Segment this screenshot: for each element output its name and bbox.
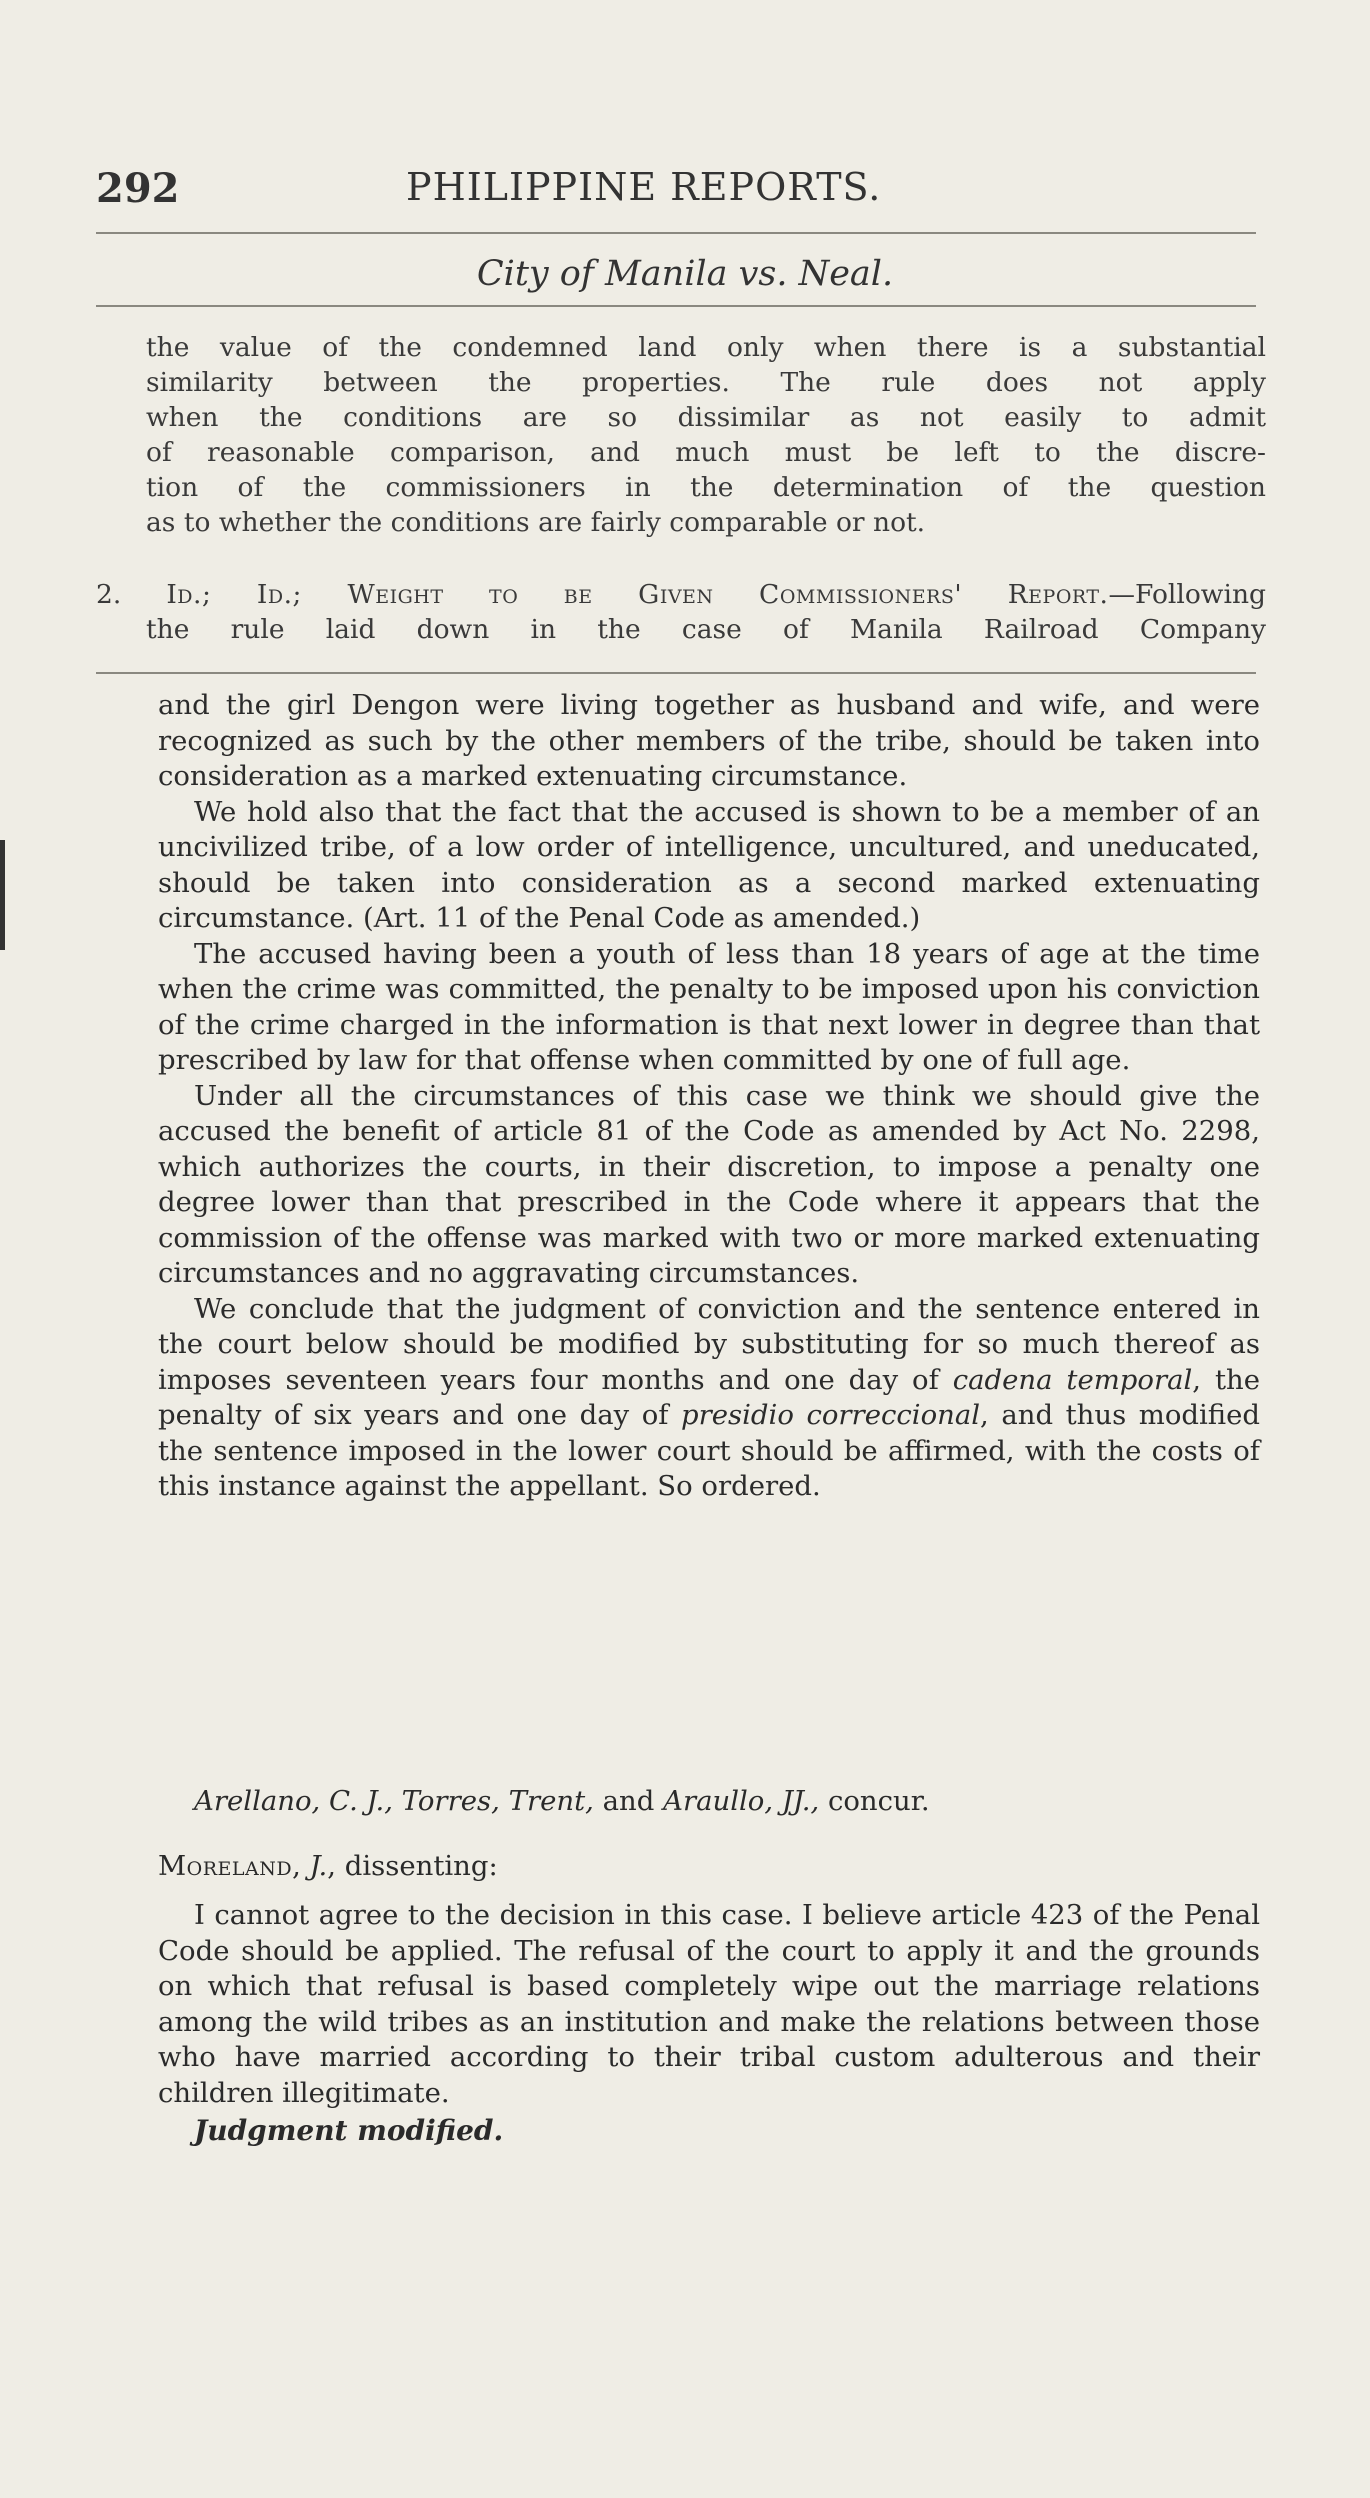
paragraph: We hold also that the fact that the accused is shown to be a member of an uncivilized tribe, of a low order of intelligence, uncultured, and uneducated, should be taken into consideration as a second marked extenuating circumstance. (Art. 11 of the Penal Code as amended.)	[158, 795, 1260, 934]
syllabus-line: similarity between the properties. The rule does not apply	[146, 367, 1266, 398]
scan-margin-mark	[0, 840, 5, 950]
syllabus-line: tion of the commissioners in the determination of the question	[146, 472, 1266, 503]
syllabus-line: when the conditions are so dissimilar as not easily to admit	[146, 402, 1266, 433]
syllabus-item-text: —Following	[1108, 579, 1266, 610]
syllabus-item-2-line1	[96, 577, 1266, 612]
syllabus-item-heading: Id.; Id.; Weight to be Given Commissioners' Report.	[166, 579, 1109, 610]
syllabus-item-2	[96, 577, 1266, 647]
syllabus-line: of reasonable comparison, and much must be left to the discre-	[146, 437, 1266, 468]
case-title-rule	[96, 305, 1256, 307]
paragraph-conclusion	[158, 1292, 1260, 1505]
case-title: City of Manila vs. Neal.	[476, 254, 894, 294]
header-rule	[96, 232, 1256, 234]
page-number: 292	[96, 165, 180, 212]
syllabus-line: the value of the condemned land only when there is a substantial	[146, 332, 1266, 363]
syllabus-item-number: 2.	[96, 579, 167, 610]
paragraph: The accused having been a youth of less than 18 years of age at the time when the crime was committed, the penalty to be imposed upon his conviction of the crime charged in the information is that next lower in degree than that prescribed by law for that offense when committed by one of full age.	[158, 937, 1260, 1076]
judgment-line: Judgment modified.	[194, 2114, 504, 2147]
paragraph: I cannot agree to the decision in this case. I believe article 423 of the Penal Code should be applied. The refusal of the court to apply it and the grounds on which that refusal is based completely wipe out the marriage relations among the wild tribes as an institution and make the relations between those who have married according to their tribal custom adulterous and their children illegitimate.	[158, 1899, 1260, 2109]
page-header	[96, 150, 1256, 220]
text-run: , the penalty of six years and one day of	[158, 1363, 1260, 1431]
italic-term: cadena temporal	[952, 1363, 1193, 1396]
syllabus-line: as to whether the conditions are fairly comparable or not.	[146, 507, 926, 538]
text-run: We conclude that the judgment of conviction and the sentence entered in the court below should be modified by substituting for so much thereof as imposes seventeen years four months and one day of	[158, 1292, 1260, 1396]
paragraph: and the girl Dengon were living together as husband and wife, and were recognized as such by the other members of the tribe, should be taken into consideration as a marked extenuating circumstance.	[158, 689, 1260, 792]
opinion-body	[158, 688, 1260, 1505]
text-run: concur.	[819, 1785, 930, 1817]
text-run: , dissenting:	[327, 1850, 498, 1882]
dissent-body	[158, 1898, 1260, 2111]
syllabus-rule	[96, 672, 1256, 674]
italic-term: presidio correccional	[681, 1399, 981, 1431]
syllabus-continuation	[146, 330, 1266, 540]
dissent-heading	[158, 1850, 498, 1882]
paragraph: Under all the circumstances of this case we think we should give the accused the benefit of article 81 of the Code as amended by Act No. 2298, which authorizes the courts, in their discretion, to impose a penalty one degree lower than that prescribed in the Code where it appears that the commission of the offense was marked with two or more marked extenuating circumstances and no aggravating circumstances.	[158, 1079, 1260, 1289]
justice-suffix: J.	[309, 1850, 328, 1882]
text-run: and	[593, 1785, 664, 1817]
justice-names: Arellano, C. J., Torres, Trent,	[194, 1785, 594, 1817]
concurrence-line	[194, 1785, 930, 1817]
dissenting-justice: Moreland	[158, 1850, 293, 1882]
syllabus-item-2-line2: the rule laid down in the case of Manila Railroad Company	[146, 614, 1266, 645]
text-run: , and thus modified the sentence imposed in the lower court should be affirmed, with the costs of this instance against the appellant. So ordered.	[158, 1399, 1261, 1502]
text-run: ,	[292, 1850, 310, 1882]
running-title: PHILIPPINE REPORTS.	[406, 165, 882, 209]
justice-names: Araullo, JJ.,	[663, 1785, 820, 1817]
